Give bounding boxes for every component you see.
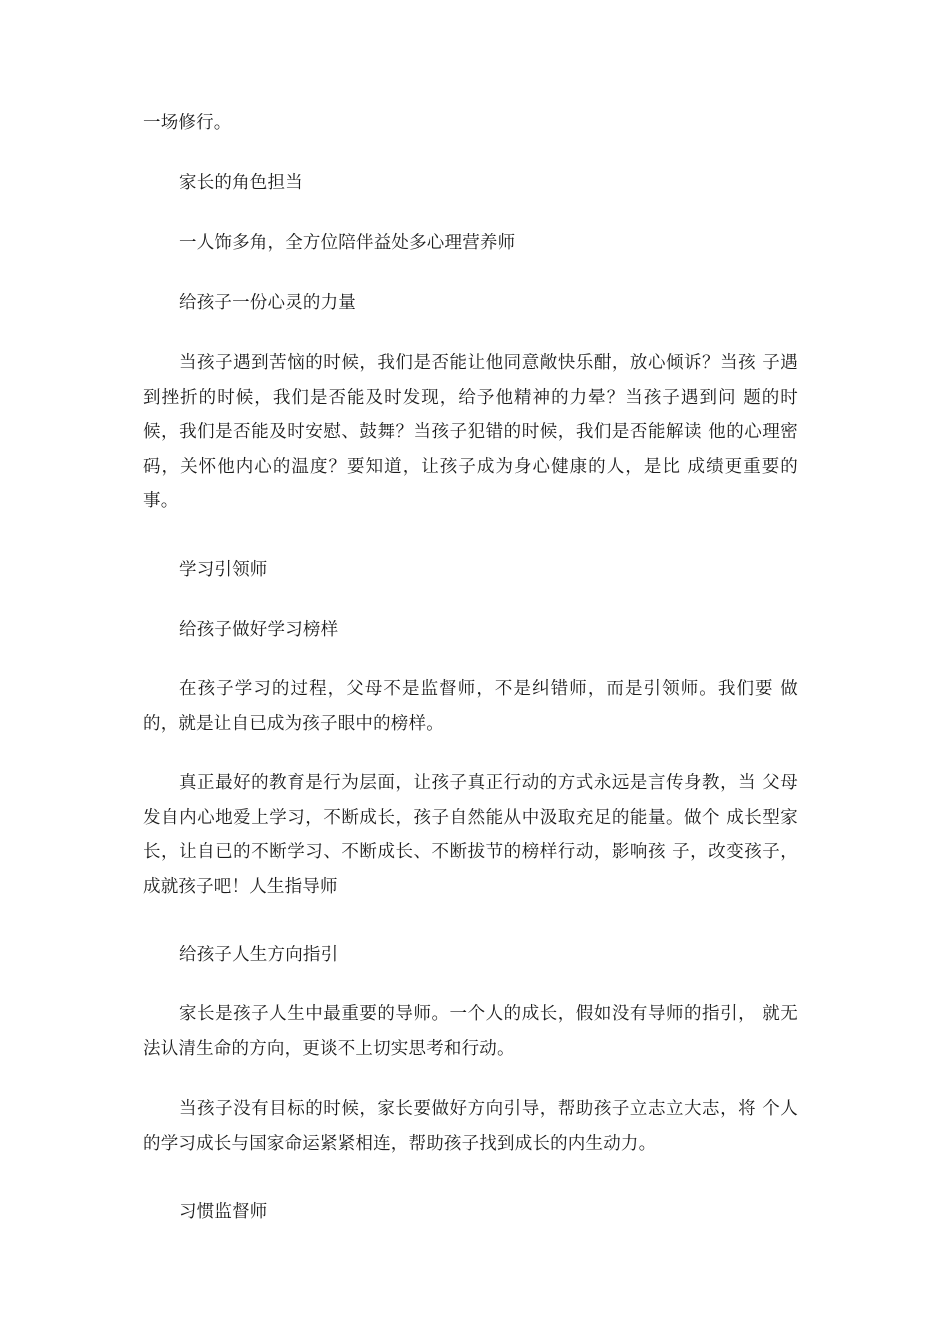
section-heading-learning-guide: 学习引领师 bbox=[179, 560, 268, 580]
subheading-spiritual-strength: 给孩子一份心灵的力量 bbox=[179, 293, 356, 313]
paragraph-continuation: 一场修行。 bbox=[143, 113, 232, 133]
paragraph-direction-guidance: 当孩子没有目标的时候，家长要做好方向引导，帮助孩子立志立大志，将 个人的学习成长与国家命运紧紧相连，帮助孩子找到成长的内生动力。 bbox=[143, 1099, 798, 1154]
section-heading-habit-supervisor: 习惯监督师 bbox=[179, 1202, 268, 1222]
subheading-learning-model: 给孩子做好学习榜样 bbox=[179, 620, 339, 640]
paragraph-psychological-care: 当孩子遇到苦恼的时候，我们是否能让他同意敞快乐酣，放心倾诉？当孩 子遇到挫折的时候，我们是否能及时发现，给予他精神的力晕？当孩子遇到问 题的时候，我们是否能及时安慰、鼓舞？当孩子犯错的时候，我们是否能解读 他的心理密码，关怀他内心的温度？要知道，让孩子成为身心健康的人，是比 成绩更重要的事。 bbox=[143, 353, 798, 511]
section-heading-parent-roles: 家长的角色担当 bbox=[179, 173, 303, 193]
paragraph-lead-by-example: 真正最好的教育是行为层面，让孩子真正行动的方式永远是言传身教，当 父母发自内心地爱上学习，不断成长，孩子自然能从中汲取充足的能量。做个 成长型家长，让自已的不断学习、不断成长、不断拔节的榜样行动，影响孩 子，改变孩子，成就孩子吧！人生指导师 bbox=[143, 773, 798, 897]
subheading-life-direction: 给孩子人生方向指引 bbox=[179, 945, 339, 965]
subheading-multiple-roles: 一人饰多角，全方位陪伴益处多心理营养师 bbox=[179, 233, 516, 253]
paragraph-life-mentor: 家长是孩子人生中最重要的导师。一个人的成长，假如没有导师的指引， 就无法认清生命的方向，更谈不上切实思考和行动。 bbox=[143, 1004, 798, 1059]
paragraph-parents-as-guides: 在孩子学习的过程，父母不是监督师，不是纠错师，而是引领师。我们要 做的，就是让自已成为孩子眼中的榜样。 bbox=[143, 679, 798, 734]
